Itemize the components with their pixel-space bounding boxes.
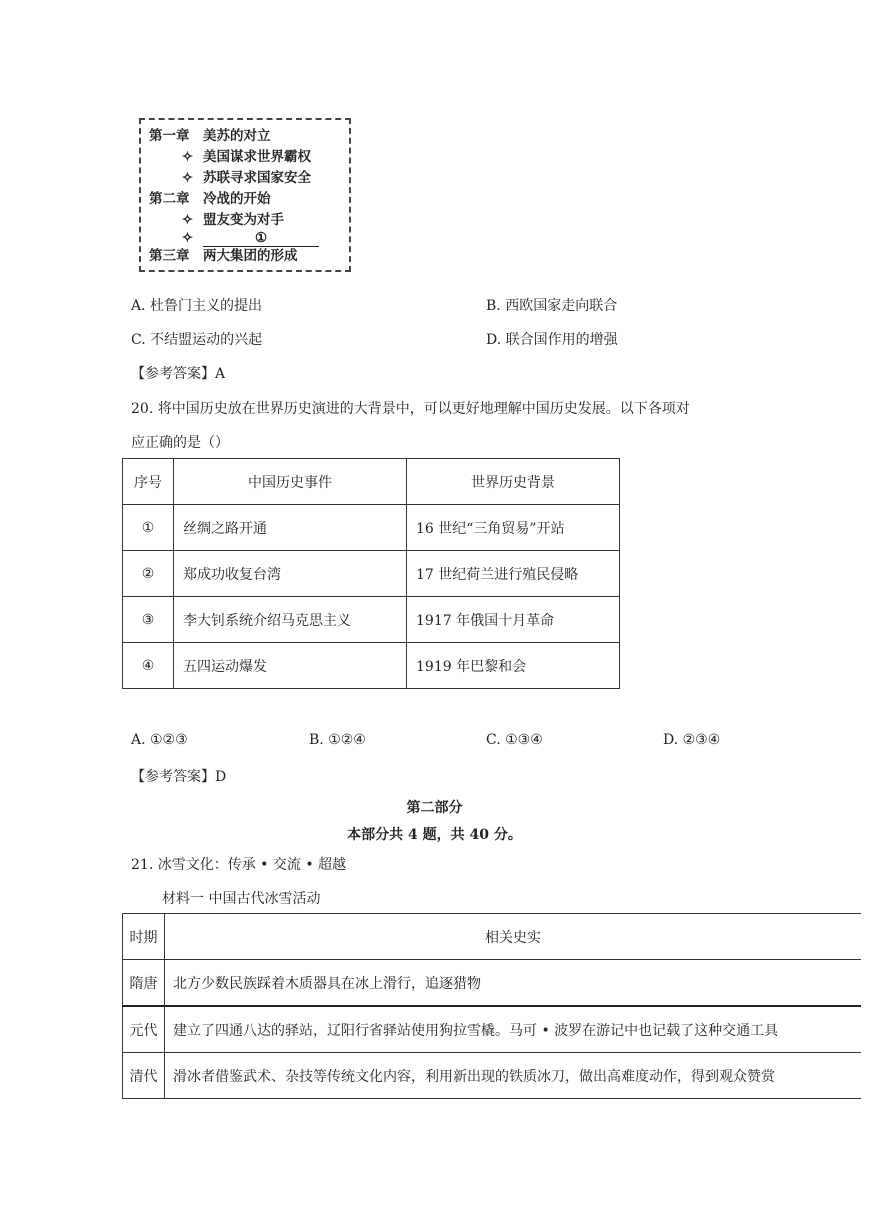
table-cell: ③ [123,597,174,643]
blank-answer-slot: ① [203,230,319,247]
table-cell: 北方少数民族踩着木质器具在冰上滑行，追逐猎物 [165,960,862,1007]
table-row [123,505,620,551]
table-row [123,597,620,643]
outline-row: ✧ 盟友变为对手 [181,212,284,228]
table-cell: 滑冰者借鉴武术、杂技等传统文化内容，利用新出现的铁质冰刀，做出高难度动作，得到观众赞赏 [165,1053,862,1099]
outline-row: 第一章 美苏的对立 [149,128,271,144]
table-cell: 隋唐 [123,960,165,1007]
table-cell: 16 世纪“三角贸易”开站 [407,505,620,551]
header-cell: 中国历史事件 [174,459,407,505]
header-cell: 世界历史背景 [407,459,620,505]
q20-stem-line2: 应正确的是（） [131,435,229,451]
q20-table [122,458,620,689]
outline-figure [139,118,351,272]
q20-stem-line1: 20. 将中国历史放在世界历史演进的大背景中，可以更好地理解中国历史发展。以下各项对 [131,401,690,417]
q19-option-d: D. 联合国作用的增强 [486,332,618,348]
q21-table [122,913,861,1099]
outline-row: 第二章 冷战的开始 [149,191,271,207]
table-cell: ① [123,505,174,551]
table-cell: 1919 年巴黎和会 [407,643,620,689]
q20-answer: 【参考答案】D [131,769,227,785]
table-row [123,1053,862,1099]
table-row [123,960,862,1007]
table-row [123,1006,862,1053]
q19-option-b: B. 西欧国家走向联合 [486,298,618,314]
table-header-row [123,459,620,505]
q20-option-a: A. ①②③ [131,732,188,748]
table-cell: 1917 年俄国十月革命 [407,597,620,643]
outline-row: 第三章 两大集团的形成 [149,248,298,264]
q20-option-d: D. ②③④ [663,732,721,748]
header-cell: 序号 [123,459,174,505]
q19-option-c: C. 不结盟运动的兴起 [131,332,263,348]
header-cell: 时期 [123,914,165,960]
table-cell: ② [123,551,174,597]
table-cell: 五四运动爆发 [174,643,407,689]
table-header-row [123,914,862,960]
table-row [123,643,620,689]
q19-option-a: A. 杜鲁门主义的提出 [131,298,263,314]
table-cell: 建立了四通八达的驿站，辽阳行省驿站使用狗拉雪橇。马可 • 波罗在游记中也记载了这种交通工具 [165,1006,862,1053]
q20-option-c: C. ①③④ [486,732,543,748]
q21-title: 21. 冰雪文化：传承 • 交流 • 超越 [131,857,347,873]
table-cell: 李大钊系统介绍马克思主义 [174,597,407,643]
outline-row: ✧ 美国谋求世界霸权 [181,149,311,165]
table-cell: 郑成功收复台湾 [174,551,407,597]
outline-row: ✧ 苏联寻求国家安全 [181,170,311,186]
table-row [123,551,620,597]
table-cell: 清代 [123,1053,165,1099]
table-cell: 元代 [123,1006,165,1053]
q21-material-label: 材料一 中国古代冰雪活动 [162,891,321,907]
header-cell: 相关史实 [165,914,862,960]
table-cell: 17 世纪荷兰进行殖民侵略 [407,551,620,597]
q20-option-b: B. ①②④ [309,732,366,748]
outline-row-blank: ✧ ① [149,228,319,248]
table-cell: ④ [123,643,174,689]
table-cell: 丝绸之路开通 [174,505,407,551]
part2-title: 第二部分 [406,800,463,816]
q19-answer: 【参考答案】A [131,366,226,382]
part2-subtitle: 本部分共 4 题，共 40 分。 [347,827,522,843]
